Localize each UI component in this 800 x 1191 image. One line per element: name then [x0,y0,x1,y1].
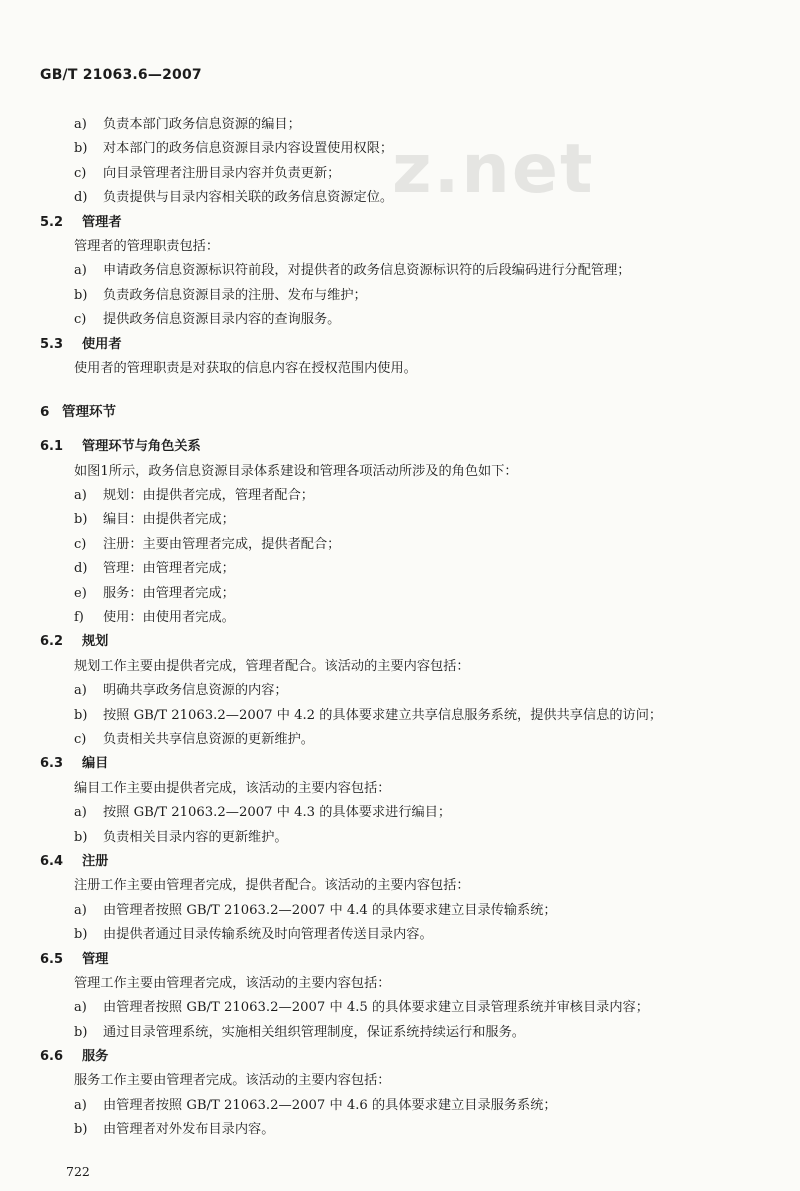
list-marker: a) [74,683,87,699]
list-item-text: 由管理者按照 GB/T 21063.2—2007 中 4.6 的具体要求建立目录服务系统； [103,1097,557,1113]
list-marker: a) [74,263,87,279]
list-item-text: 按照 GB/T 21063.2—2007 中 4.2 的具体要求建立共享信息服务系统，提供共享信息的访问； [103,707,663,723]
section-heading [0,752,800,776]
paragraph-text: 规划工作主要由提供者完成，管理者配合。该活动的主要内容包括： [74,658,470,674]
paragraph-text: 使用者的管理职责是对获取的信息内容在授权范围内使用。 [74,360,417,376]
list-item [0,679,800,703]
chapter-number: 6 [40,404,50,421]
list-item-text: 按照 GB/T 21063.2—2007 中 4.3 的具体要求进行编目； [103,805,452,821]
section-title: 管理者 [82,214,122,230]
list-item-text: 编目：由提供者完成； [103,512,235,528]
section-number: 6.2 [40,634,64,650]
section-title: 注册 [82,853,109,869]
section-number: 6.1 [40,439,64,455]
paragraph [0,357,800,381]
list-item-text: 提供政务信息资源目录内容的查询服务。 [103,312,341,328]
list-marker: a) [74,805,87,821]
list-item-text: 管理：由管理者完成； [103,561,235,577]
list-item [0,484,800,508]
paragraph [0,460,800,484]
list-item [0,284,800,308]
paragraph [0,972,800,996]
list-item-text: 申请政务信息资源标识符前段，对提供者的政务信息资源标识符的后段编码进行分配管理； [103,263,631,279]
section-number: 5.3 [40,336,64,352]
list-marker: c) [74,731,87,747]
section-title: 服务 [82,1049,109,1065]
list-item [0,1094,800,1118]
list-marker: b) [74,829,88,845]
section-title: 管理环节与角色关系 [82,439,201,455]
section-number: 6.4 [40,853,64,869]
paragraph [0,1069,800,1093]
list-item-text: 由提供者通过目录传输系统及时向管理者传送目录内容。 [103,927,433,943]
chapter-heading [0,393,800,435]
list-item [0,186,800,210]
list-marker: b) [74,707,88,723]
section-heading [0,630,800,654]
list-marker: a) [74,117,87,132]
list-item [0,1118,800,1142]
list-item-text: 负责提供与目录内容相关联的政务信息资源定位。 [103,190,394,206]
document-id-header: GB/T 21063.6—2007 [40,67,202,83]
list-item [0,1021,800,1045]
paragraph [0,655,800,679]
paragraph-text: 管理工作主要由管理者完成，该活动的主要内容包括： [74,975,391,991]
chapter-title: 管理环节 [62,404,116,421]
list-item-text: 注册：主要由管理者完成，提供者配合； [103,536,341,552]
list-item-text: 规划：由提供者完成，管理者配合； [103,488,314,504]
list-item-text: 负责本部门政务信息资源的编目； [103,117,301,132]
list-item [0,582,800,606]
list-marker: c) [74,165,87,181]
list-item [0,162,800,186]
list-item [0,704,800,728]
section-heading [0,1045,800,1069]
list-item [0,533,800,557]
section-title: 规划 [82,634,109,650]
list-marker: b) [74,927,88,943]
section-heading [0,948,800,972]
list-item [0,826,800,850]
section-title: 编目 [82,756,109,772]
list-item [0,557,800,581]
section-heading [0,333,800,357]
list-item-text: 向目录管理者注册目录内容并负责更新； [103,165,341,181]
list-item-text: 负责相关目录内容的更新维护。 [103,829,288,845]
paragraph-text: 服务工作主要由管理者完成。该活动的主要内容包括： [74,1073,391,1089]
page-number: 722 [66,1164,90,1179]
section-number: 6.6 [40,1049,64,1065]
section-number: 6.5 [40,951,64,967]
list-marker: b) [74,1122,88,1138]
list-marker: d) [74,190,88,206]
list-item [0,923,800,947]
list-marker: a) [74,488,87,504]
list-marker: d) [74,561,88,577]
list-item [0,137,800,161]
list-marker: c) [74,312,87,328]
list-marker: b) [74,512,88,528]
watermark: z.net [392,130,595,209]
section-title: 管理 [82,951,109,967]
list-marker: a) [74,1097,87,1113]
section-heading [0,435,800,459]
list-item [0,259,800,283]
list-item [0,801,800,825]
list-item-text: 负责政务信息资源目录的注册、发布与维护； [103,287,367,303]
paragraph-text: 管理者的管理职责包括： [74,238,220,254]
paragraph-text: 注册工作主要由管理者完成，提供者配合。该活动的主要内容包括： [74,878,470,894]
list-item [0,508,800,532]
list-marker: b) [74,287,88,303]
list-marker: b) [74,141,88,157]
paragraph [0,235,800,259]
list-marker: e) [74,585,87,601]
section-title: 使用者 [82,336,122,352]
section-number: 5.2 [40,214,64,230]
list-item-text: 由管理者按照 GB/T 21063.2—2007 中 4.5 的具体要求建立目录管理系统并审核目录内容； [103,1000,649,1016]
paragraph [0,777,800,801]
list-item [0,308,800,332]
list-marker: b) [74,1024,88,1040]
document-body [0,113,800,1143]
list-item-text: 由管理者对外发布目录内容。 [103,1122,275,1138]
list-item-text: 通过目录管理系统，实施相关组织管理制度，保证系统持续运行和服务。 [103,1024,525,1040]
list-marker: c) [74,536,87,552]
list-item-text: 使用：由使用者完成。 [103,610,235,626]
list-item-text: 明确共享政务信息资源的内容； [103,683,288,699]
list-item-text: 对本部门的政务信息资源目录内容设置使用权限； [103,141,394,157]
section-heading [0,211,800,235]
paragraph [0,874,800,898]
list-item-text: 负责相关共享信息资源的更新维护。 [103,731,314,747]
list-marker: f) [74,610,84,626]
list-item [0,728,800,752]
paragraph-text: 如图1所示，政务信息资源目录体系建设和管理各项活动所涉及的角色如下： [74,463,518,479]
list-item [0,606,800,630]
section-number: 6.3 [40,756,64,772]
list-marker: a) [74,902,87,918]
list-item [0,113,800,137]
list-item-text: 由管理者按照 GB/T 21063.2—2007 中 4.4 的具体要求建立目录传输系统； [103,902,557,918]
paragraph-text: 编目工作主要由提供者完成，该活动的主要内容包括： [74,780,391,796]
section-heading [0,850,800,874]
list-item-text: 服务：由管理者完成； [103,585,235,601]
list-item [0,899,800,923]
list-marker: a) [74,1000,87,1016]
list-item [0,996,800,1020]
